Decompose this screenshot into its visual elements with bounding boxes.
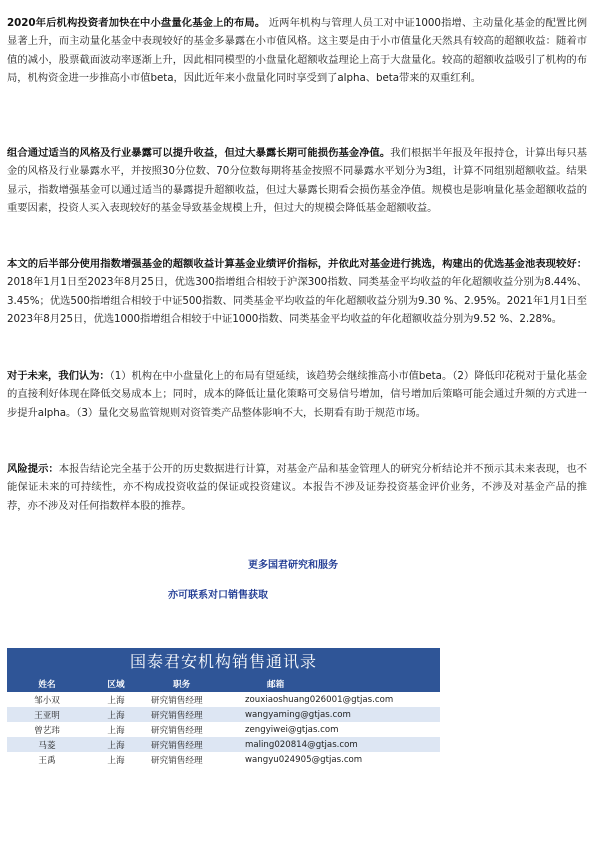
contact-email[interactable]: zouxiaoshuang026001@gtjas.com <box>245 694 394 705</box>
contact-title: 研究销售经理 <box>151 755 203 766</box>
contact-title: 研究销售经理 <box>151 725 203 736</box>
paragraph-lead: 风险提示： <box>7 463 59 475</box>
header-email: 邮箱 <box>267 680 285 690</box>
paragraph-institutional-layout <box>7 14 587 88</box>
paragraph-lead: 组合通过适当的风格及行业暴露可以提升收益，但过大暴露长期可能损伤基金净值。 <box>7 147 391 159</box>
header-title: 职务 <box>173 680 191 690</box>
table-row <box>7 737 440 752</box>
paragraph-body: 我们根据半年报及年报持仓，计算出每只基金的风格及行业暴露水平，并按照30分位数、70分位数每期将基金按照不同暴露水平划分为3组，计算不同组别超额收益。结果显示，指数增强基金可以通过适当的暴露提升超额收益，但过大暴露长期看会损伤基金净值。规模也是影响量化基金超额收益的重要因素，投资人买入表现较好的基金导致基金规模上升，但过大的规模会降低基金超额收益。 <box>7 147 587 215</box>
contact-email[interactable]: wangyu024905@gtjas.com <box>245 754 363 765</box>
paragraph-lead: 对于未来，我们认为： <box>7 370 110 382</box>
contact-name: 邹小双 <box>34 695 60 706</box>
paragraph-lead: 2020年后机构投资者加快在中小盘量化基金上的布局。 <box>7 17 266 29</box>
paragraph-fund-selection <box>7 255 587 329</box>
contact-email[interactable]: wangyaming@gtjas.com <box>245 709 351 720</box>
paragraph-body: （1）机构在中小盘量化上的布局有望延续，该趋势会继续推高小市值beta。（2）降低印花税对于量化基金的直接利好体现在降低交易成本上；同时，成本的降低让量化策略可交易信号增加，信号增加后策略可能会通过升频的方式进一步提升alpha。（3）量化交易监管规则对资管类产品整体影响不大，长期看有助于规范市场。 <box>7 370 587 419</box>
paragraph-body: 本报告结论完全基于公开的历史数据进行计算，对基金产品和基金管理人的研究分析结论并不预示其未来表现，也不能保证未来的可持续性，亦不构成投资收益的保证或投资建议。本报告不涉及证券投资基金评价业务，不涉及对基金产品的推荐，亦不涉及对任何指数样本股的推荐。 <box>7 463 587 512</box>
contact-email[interactable]: zengyiwei@gtjas.com <box>245 724 339 735</box>
contact-email[interactable]: maling020814@gtjas.com <box>245 739 358 750</box>
paragraph-body: 2018年1月1日至2023年8月25日，优选300指增组合相较于沪深300指数、同类基金平均收益的年化超额收益分别为8.44%、3.45%；优选500指增组合相较于中证500指数、同类基金平均收益的年化超额收益分别为9.30 %、2.95%。2021年1月1日至2023年8月25日，优选1000指增组合相较于中证1000指数、同类基金平均收益的年化超额收益分别为9.52 %、2.28%。 <box>7 276 587 326</box>
paragraph-body: 近两年机构与管理人员工对中证1000指增、主动量化基金的配置比例显著上升，而主动量化基金中表现较好的基金多暴露在小市值风格。这主要是由于小市值量化天然具有较高的超额收益：随着市值的减小，股票截面波动率逐渐上升，因此相同模型的小盘量化超额收益理论上高于大盘量化。较高的超额收益吸引了机构的布局，机构资金进一步推高小市值beta，因此近年来小盘量化同时享受到了alpha、beta带来的双重红利。 <box>7 17 588 85</box>
sales-contact-table <box>7 648 440 767</box>
table-row <box>7 722 440 737</box>
contact-name: 王亚明 <box>34 710 60 721</box>
paragraph-lead: 本文的后半部分使用指数增强基金的超额收益计算基金业绩评价指标，并依此对基金进行挑选，构建出的优选基金池表现较好： <box>7 258 587 270</box>
contact-name: 王禹 <box>38 755 56 766</box>
contact-sales-link[interactable]: 亦可联系对口销售获取 <box>168 590 268 601</box>
contact-name: 曾艺玮 <box>34 725 60 736</box>
paragraph-outlook <box>7 367 587 422</box>
header-region: 区域 <box>107 680 125 690</box>
contact-title: 研究销售经理 <box>151 695 203 706</box>
contact-region: 上海 <box>107 725 125 736</box>
table-row <box>7 692 440 707</box>
contact-region: 上海 <box>107 710 125 721</box>
contact-title: 研究销售经理 <box>151 710 203 721</box>
paragraph-style-exposure <box>7 144 587 218</box>
paragraph-risk-warning <box>7 460 587 515</box>
table-row <box>7 707 440 722</box>
header-name: 姓名 <box>38 680 56 690</box>
contact-region: 上海 <box>107 695 125 706</box>
contact-name: 马菱 <box>38 740 56 751</box>
table-row <box>7 752 440 767</box>
contact-region: 上海 <box>107 740 125 751</box>
more-research-link[interactable]: 更多国君研究和服务 <box>248 560 338 571</box>
contact-table-header <box>7 676 440 692</box>
contact-table-title: 国泰君安机构销售通讯录 <box>7 648 440 676</box>
contact-region: 上海 <box>107 755 125 766</box>
contact-title: 研究销售经理 <box>151 740 203 751</box>
